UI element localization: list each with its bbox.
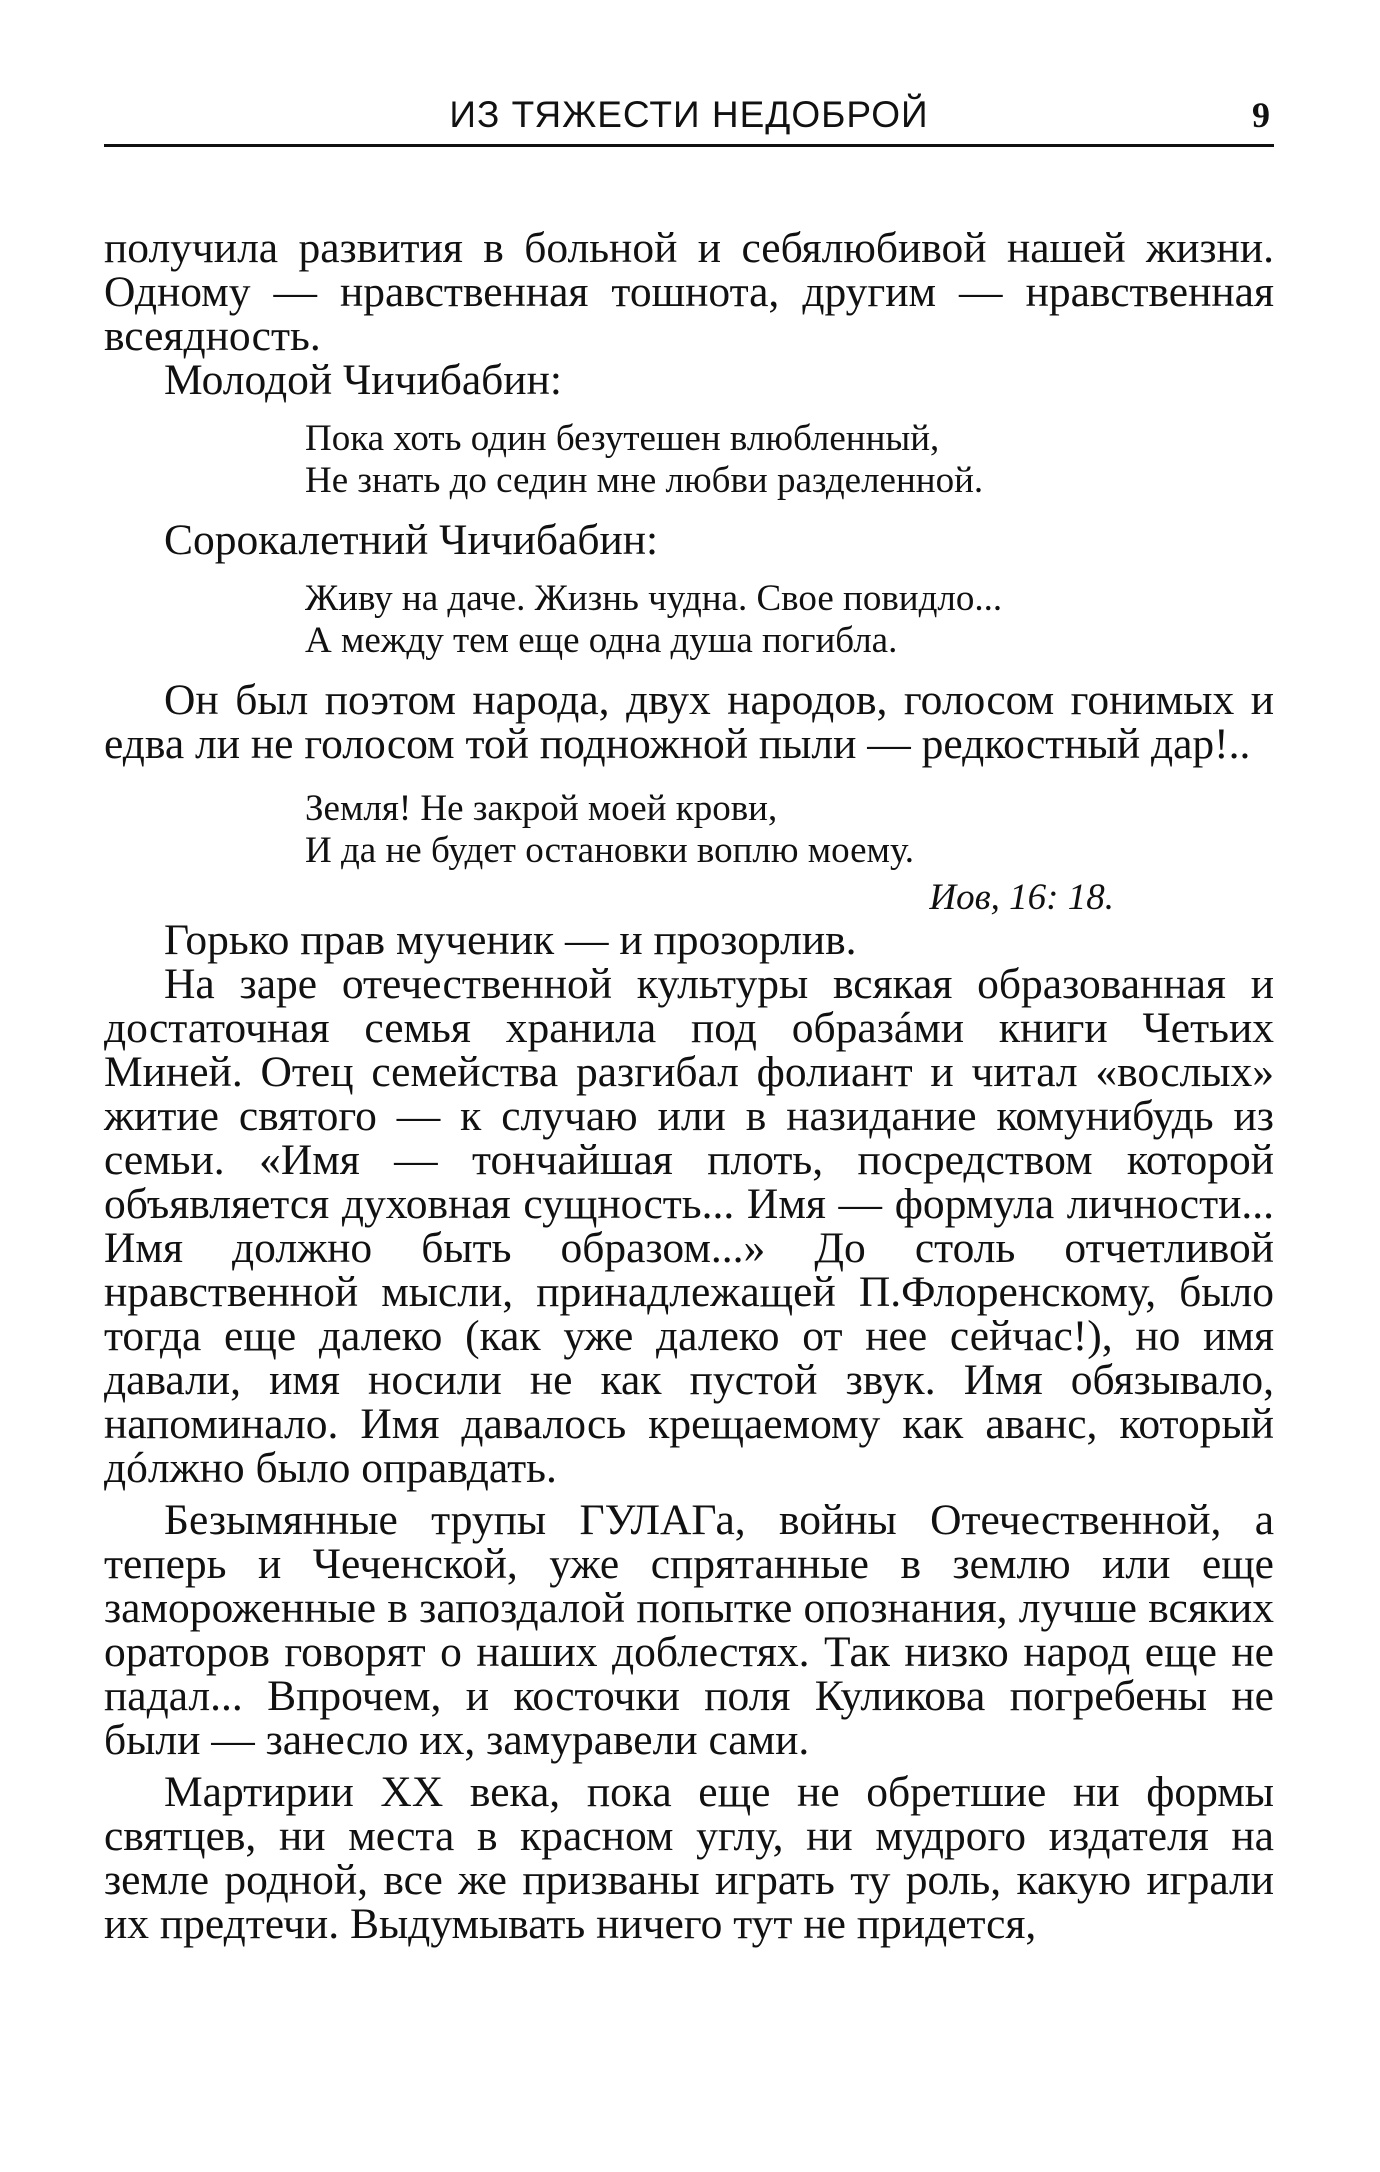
- paragraph: На заре отечественной культуры всякая образованная и достаточная семья хранила под образáми книги Четьих Миней. Отец семейства разгибал фолиант и читал «вослых» житие святого — к случаю или в назидание комунибудь из семьи. «Имя — тончайшая плоть, посредством которой объявляется духовная сущность... Имя — формула личности... Имя должно быть образом...» До столь отчетливой нравственной мысли, принадлежащей П.Флоренскому, было тогда еще далеко (как уже далеко от нее сейчас!), но имя давали, имя носили не как пустой звук. Имя обязывало, напоминало. Имя давалось крещаемому как аванс, который дóлжно было оправдать.: [104, 960, 1274, 1492]
- verse-quote: [305, 418, 1274, 502]
- verse-quote: [305, 788, 1274, 872]
- paragraph: Безымянные трупы ГУЛАГа, войны Отечественной, а теперь и Чеченской, уже спрятанные в землю или еще замороженные в запоздалой попытке опознания, лучше всяких ораторов говорят о наших доблестях. Так низко народ еще не падал... Впрочем, и косточки поля Куликова погребены не были — занесло их, замуравели сами.: [104, 1496, 1274, 1764]
- verse-line: Земля! Не закрой моей крови,: [305, 788, 778, 829]
- running-title: ИЗ ТЯЖЕСТИ НЕДОБРОЙ: [449, 94, 929, 135]
- paragraph: Сорокалетний Чичибабин:: [164, 516, 659, 564]
- paragraph: Молодой Чичибабин:: [164, 356, 562, 404]
- paragraph: Мартирии XX века, пока еще не обретшие ни формы святцев, ни места в красном углу, ни мудрого издателя на земле родной, все же призваны играть ту роль, какую играли их предтечи. Выдумывать ничего тут не придется,: [104, 1768, 1274, 1948]
- paragraph: получила развития в больной и себялюбивой нашей жизни. Одному — нравственная тошнота, другим — нравственная всеядность.: [104, 224, 1274, 360]
- verse-quote: [305, 578, 1274, 662]
- verse-line: Живу на даче. Жизнь чудна. Свое повидло...: [305, 578, 1003, 619]
- verse-citation: Иов, 16: 18.: [929, 877, 1114, 918]
- paragraph: Он был поэтом народа, двух народов, голосом гонимых и едва ли не голосом той подножной пыли — редкостный дар!..: [104, 676, 1274, 768]
- running-head: [104, 88, 1274, 147]
- page-number: 9: [1252, 95, 1270, 135]
- verse-line: А между тем еще одна душа погибла.: [305, 620, 898, 661]
- verse-line: Не знать до седин мне любви разделенной.: [305, 460, 984, 501]
- paragraph: Горько прав мученик — и прозорлив.: [164, 916, 857, 964]
- verse-line: И да не будет остановки воплю моему.: [305, 830, 915, 871]
- verse-line: Пока хоть один безутешен влюбленный,: [305, 418, 940, 459]
- body-text: [104, 226, 1274, 1946]
